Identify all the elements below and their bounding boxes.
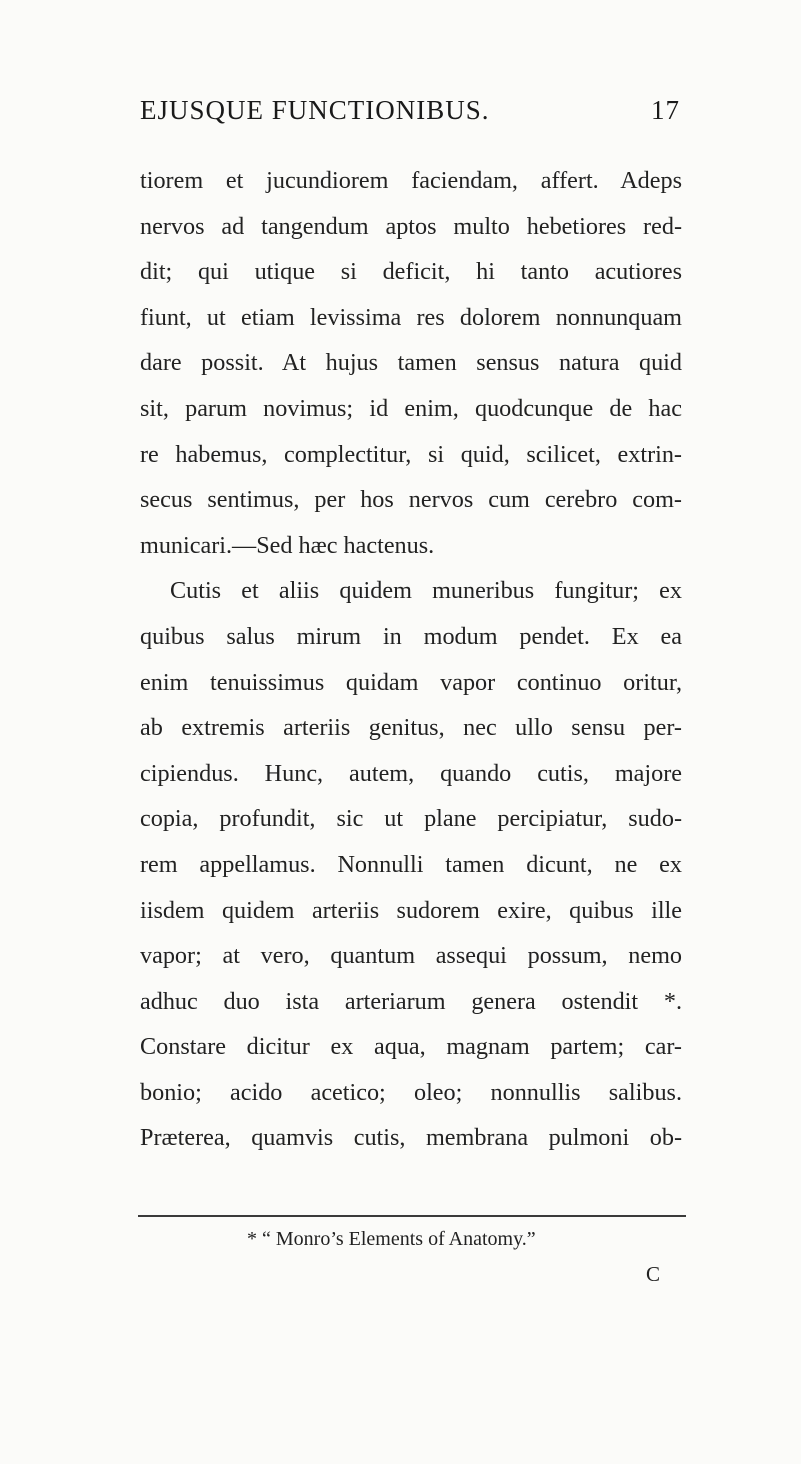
text-line: quibus salus mirum in modum pendet. Ex ea bbox=[140, 622, 682, 650]
text-line: rem appellamus. Nonnulli tamen dicunt, ne ex bbox=[140, 850, 682, 878]
text-line: Constare dicitur ex aqua, magnam partem; car- bbox=[140, 1033, 682, 1061]
text-line: dit; qui utique si deficit, hi tanto acutiores bbox=[140, 258, 682, 286]
body-text bbox=[140, 158, 682, 1161]
footnote: * “ Monro’s Elements of Anatomy.” bbox=[247, 1228, 536, 1250]
text-line: copia, profundit, sic ut plane percipiatur, sudo- bbox=[140, 805, 682, 833]
running-head-title: EJUSQUE FUNCTIONIBUS. bbox=[140, 95, 490, 125]
footnote-rule bbox=[138, 1215, 686, 1217]
text-line: bonio; acido acetico; oleo; nonnullis salibus. bbox=[140, 1078, 682, 1106]
text-line: enim tenuissimus quidam vapor continuo oritur, bbox=[140, 668, 682, 696]
text-line: dare possit. At hujus tamen sensus natura quid bbox=[140, 349, 682, 377]
text-line: nervos ad tangendum aptos multo hebetiores red- bbox=[140, 212, 682, 240]
text-line: vapor; at vero, quantum assequi possum, nemo bbox=[140, 942, 682, 970]
text-line: ab extremis arteriis genitus, nec ullo sensu per- bbox=[140, 714, 682, 742]
text-line: iisdem quidem arteriis sudorem exire, quibus ille bbox=[140, 896, 682, 924]
text-line: adhuc duo ista arteriarum genera ostendit *. bbox=[140, 987, 682, 1015]
text-line: fiunt, ut etiam levissima res dolorem nonnunquam bbox=[140, 303, 682, 331]
paragraph-2 bbox=[140, 568, 682, 1161]
text-line: Cutis et aliis quidem muneribus fungitur; ex bbox=[170, 577, 682, 605]
text-line: municari.—Sed hæc hactenus. bbox=[140, 531, 435, 559]
text-line: tiorem et jucundiorem faciendam, affert. Adeps bbox=[140, 167, 682, 194]
text-line: re habemus, complectitur, si quid, scilicet, extrin- bbox=[140, 440, 682, 468]
text-line: Præterea, quamvis cutis, membrana pulmoni ob- bbox=[140, 1124, 682, 1152]
text-line: sit, parum novimus; id enim, quodcunque de hac bbox=[140, 394, 682, 422]
page-number: 17 bbox=[651, 95, 680, 125]
text-line: cipiendus. Hunc, autem, quando cutis, majore bbox=[140, 759, 682, 787]
signature-mark: C bbox=[646, 1262, 661, 1286]
text-line: secus sentimus, per hos nervos cum cerebro com- bbox=[140, 486, 682, 514]
running-head bbox=[140, 95, 680, 135]
paragraph-1 bbox=[140, 158, 682, 568]
